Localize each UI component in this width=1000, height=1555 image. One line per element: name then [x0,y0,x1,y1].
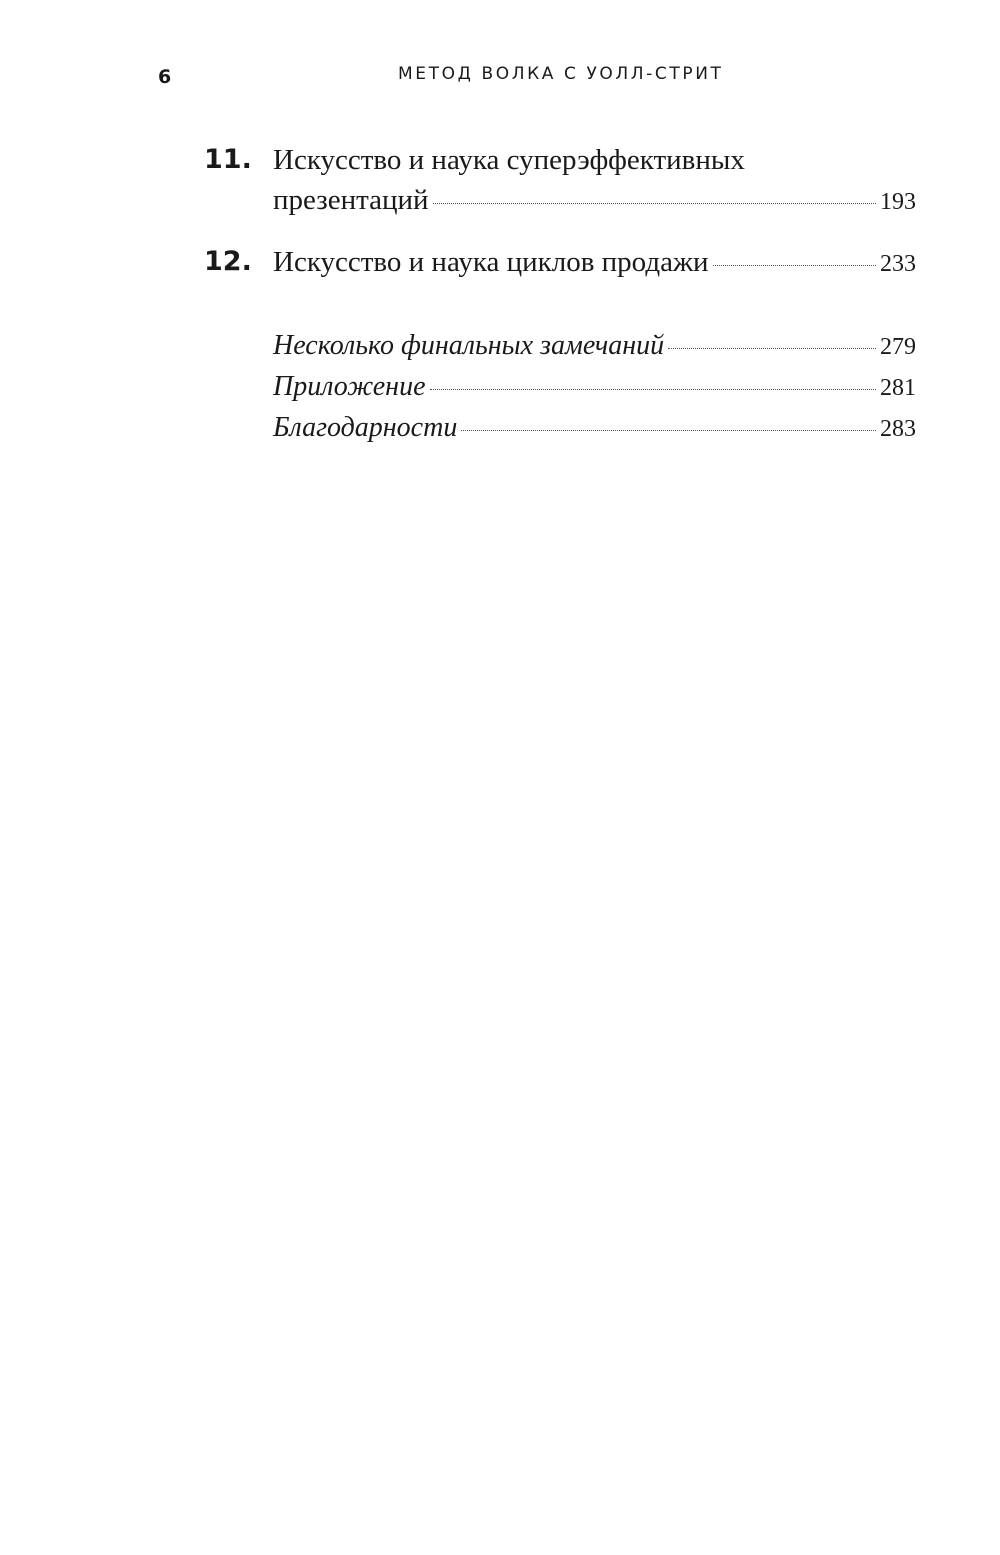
table-of-contents [204,140,916,449]
page-ref: 233 [880,251,916,277]
page-number: 6 [158,66,173,88]
chapter-title-line [273,140,916,180]
dot-leader [433,203,876,204]
chapter-title: Искусство и наука суперэффективных [273,144,745,176]
chapter-number: 11. [204,144,252,175]
dot-leader [713,265,876,266]
toc-chapter-12[interactable] [204,242,916,284]
dot-leader [668,348,876,349]
toc-entry-final-remarks[interactable] [273,326,916,367]
page-ref: 281 [880,375,916,401]
chapter-title-continued: презентаций [273,184,429,216]
entry-title: Несколько финальных замечаний [273,330,665,361]
entry-title: Приложение [273,371,426,402]
dot-leader [461,430,876,431]
chapter-title-line [273,180,916,222]
chapter-title-line [273,242,916,284]
toc-entry-appendix[interactable] [273,367,916,408]
page-ref: 283 [880,416,916,442]
chapter-title: Искусство и наука циклов продажи [273,246,709,278]
chapter-number: 12. [204,246,252,277]
dot-leader [430,389,877,390]
toc-chapter-11[interactable] [204,140,916,222]
toc-entry-acknowledgements[interactable] [273,408,916,449]
page-ref: 193 [880,189,916,215]
page-ref: 279 [880,334,916,360]
running-title: МЕТОД ВОЛКА С УОЛЛ-СТРИТ [398,64,724,84]
toc-back-matter [204,326,916,449]
entry-title: Благодарности [273,412,458,443]
